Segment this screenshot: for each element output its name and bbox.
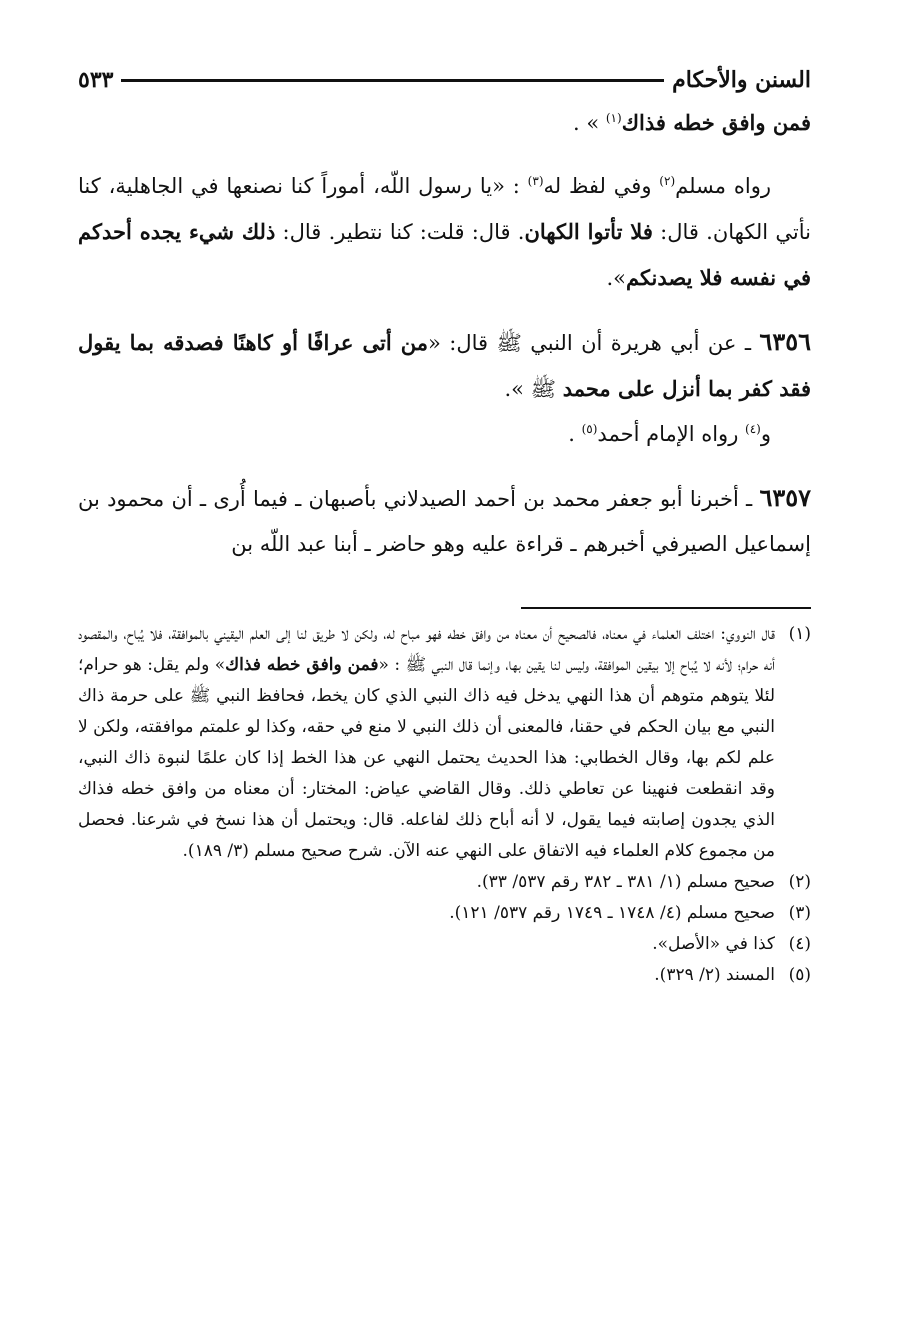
footnote-ref: (٣) (527, 174, 544, 188)
hadith-text: فمن وافق خطه فذاك (621, 110, 811, 135)
hadith-number: ٦٣٥٧ (759, 483, 811, 512)
footnote-mark: (١) (788, 624, 811, 644)
footnote-3 (78, 898, 811, 929)
text-span: ـ أخبرنا أبو جعفر محمد بن أحمد الصيدلاني بأصبهان ـ فيما أُرى ـ أن محمود بن إسماعيل الصيرفي أخبرهم ـ قراءة عليه وهو حاضر ـ أبنا عبد اللّه بن (78, 487, 811, 556)
book-page (78, 60, 811, 991)
hadith-6356 (78, 319, 811, 412)
paragraph-1 (78, 100, 811, 146)
footnote-2 (78, 867, 811, 898)
text-span: ». (606, 266, 626, 290)
text-span: : «يا رسول اللّه، أموراً كنا نصنعها في الجاهلية، كنا نأتي الكهان. قال: (78, 174, 811, 244)
hadith-6357 (78, 475, 811, 567)
footnote-mark: (٢) (788, 872, 811, 892)
footnote-bold: فمن وافق خطه فذاك (225, 655, 379, 675)
text-span: ـ عن أبي هريرة أن النبي ﷺ قال: « (427, 331, 760, 355)
text-span: ﷺ ». (504, 377, 563, 401)
footnote-text: صحيح مسلم (١/ ٣٨١ ـ ٣٨٢ رقم ٥٣٧/ ٣٣). (476, 872, 775, 892)
footnote-5 (78, 960, 811, 991)
paragraph-2 (78, 164, 811, 301)
footnote-ref: (٢) (659, 174, 676, 188)
page-number: ٥٣٣ (78, 67, 114, 93)
text-span: » . (572, 111, 606, 135)
footnote-ref: (٤) (745, 422, 761, 436)
paragraph-4 (78, 412, 811, 457)
hadith-text: ذلك شيء يجده أحدكم في نفسه فلا يصدنكم (78, 219, 811, 290)
footnote-mark: (٥) (788, 965, 811, 985)
footnote-ref: (٥) (581, 422, 598, 436)
hadith-text: فلا تأتوا الكهان (524, 219, 653, 244)
footnote-text: قال النووي: اختلف العلماء في معناه، فالصحيح أن معناه من وافق خطه فهو مباح له، ولكن لا طريق لنا إلى العلم اليقيني بالموافقة، فلا يُباح، والمقصود أنه حرام؛ لأنه لا يُباح إلا بيقين الموافقة، وليس لنا يقين بها، وإنما قال النبي ﷺ : « (78, 624, 775, 675)
footnote-text: المسند (٢/ ٣٢٩). (654, 965, 775, 985)
text-span: . قال: قلت: كنا نتطير. قال: (275, 220, 525, 244)
footnote-4 (78, 929, 811, 960)
footnote-mark: (٣) (788, 903, 811, 923)
text-span: و (760, 422, 771, 446)
text-span: رواه مسلم (675, 174, 771, 198)
text-span: رواه الإمام أحمد (597, 422, 746, 446)
footnotes (78, 619, 811, 991)
footnote-text: صحيح مسلم (٤/ ١٧٤٨ ـ ١٧٤٩ رقم ٥٣٧/ ١٢١). (449, 903, 775, 923)
footnote-text: كذا في «الأصل». (652, 934, 775, 954)
running-header-title: السنن والأحكام (672, 67, 811, 93)
footnote-text: » ولم يقل: هو حرام؛ لئلا يتوهم متوهم أن هذا النهي يدخل فيه ذاك النبي الذي كان يخط، فحافظ النبي ﷺ على حرمة ذاك النبي مع بيان الحكم في حقنا، فالمعنى أن ذلك النبي لا منع في حقه، وكذا لو علمتم موافقته، ولكن لا علم لكم بها، وقال الخطابي: هذا الحديث يحتمل النهي عن هذا الخط إذا كان علمًا لنبوة ذاك النبي، وقد انقطعت فنهينا عن تعاطي ذلك. وقال القاضي عياض: المختار: أن معناه من وافق خطه فذاك الذي يجدون إصابته فيما يقول، لا أنه أباح ذلك لفاعله. قال: ويحتمل أن هذا نسخ في شرعنا. فحصل من مجموع كلام العلماء فيه الاتفاق على النهي عنه الآن. شرح صحيح مسلم (٣/ ١٨٩). (78, 655, 775, 861)
hadith-number: ٦٣٥٦ (759, 327, 811, 356)
main-text (78, 100, 811, 567)
header-rule (121, 79, 664, 82)
running-header (78, 60, 811, 100)
footnote-1 (78, 619, 811, 867)
footnote-divider (521, 607, 811, 609)
text-span: وفي لفظ له (543, 174, 660, 198)
footnote-mark: (٤) (788, 934, 811, 954)
footnote-ref: (١) (605, 111, 622, 125)
hadith-text: من أتى عرافًا أو كاهنًا فصدقه بما يقول فقد كفر بما أنزل على محمد (78, 330, 811, 401)
text-span: . (568, 422, 582, 446)
